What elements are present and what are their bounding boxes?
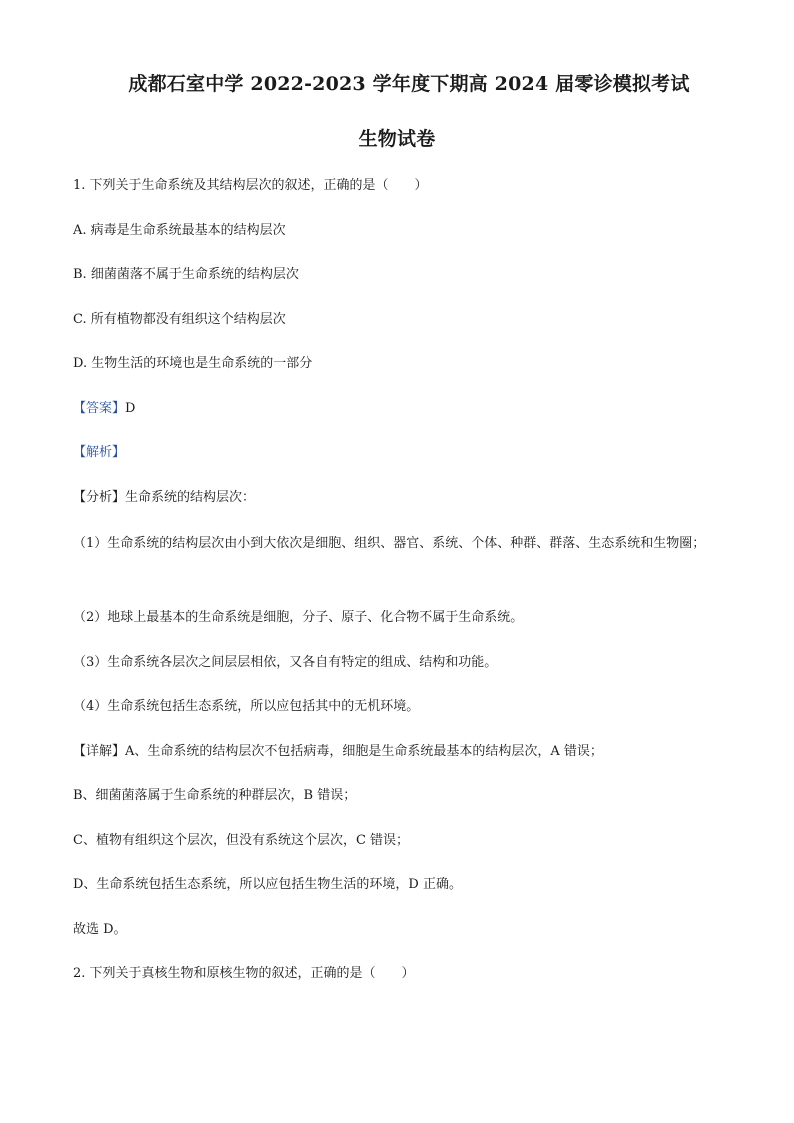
fenxi-tag: 【分析】 bbox=[73, 490, 126, 505]
analysis-tag: 【解析】 bbox=[73, 445, 126, 460]
detail-line-b: B、细菌菌落属于生命系统的种群层次，B 错误； bbox=[73, 788, 357, 803]
answer-value: D bbox=[125, 401, 136, 416]
analysis-point-2: （2）地球上最基本的生命系统是细胞，分子、原子、化合物不属于生命系统。 bbox=[73, 610, 524, 625]
question-2-stem: 2. 下列关于真核生物和原核生物的叙述，正确的是（ ） bbox=[73, 966, 415, 981]
detail-text-a: A、生命系统的结构层次不包括病毒，细胞是生命系统最基本的结构层次，A 错误； bbox=[125, 744, 603, 759]
page-subtitle: 生物试卷 bbox=[358, 128, 436, 150]
analysis-point-3: （3）生命系统各层次之间层层相依，又各自有特定的组成、结构和功能。 bbox=[73, 655, 498, 670]
analysis-heading bbox=[73, 444, 125, 462]
fenxi-text: 生命系统的结构层次： bbox=[125, 490, 256, 505]
question-1-option-a: A. 病毒是生命系统最基本的结构层次 bbox=[73, 223, 286, 238]
question-1-option-c: C. 所有植物都没有组织这个结构层次 bbox=[73, 312, 286, 327]
final-choice: 故选 D。 bbox=[73, 922, 127, 937]
analysis-point-4: （4）生命系统包括生态系统，所以应包括其中的无机环境。 bbox=[73, 699, 420, 714]
question-1-option-d: D. 生物生活的环境也是生命系统的一部分 bbox=[73, 356, 313, 371]
detail-tag: 【详解】 bbox=[73, 744, 126, 759]
answer-tag: 【答案】 bbox=[73, 401, 126, 416]
fenxi-line bbox=[73, 489, 255, 507]
detail-line-a bbox=[73, 743, 603, 761]
question-1-stem: 1. 下列关于生命系统及其结构层次的叙述，正确的是（ ） bbox=[73, 178, 428, 193]
question-1-option-b: B. 细菌菌落不属于生命系统的结构层次 bbox=[73, 267, 299, 282]
page-title: 成都石室中学 2022-2023 学年度下期高 2024 届零诊模拟考试 bbox=[128, 73, 690, 95]
detail-line-c: C、植物有组织这个层次，但没有系统这个层次，C 错误； bbox=[73, 833, 410, 848]
answer-line bbox=[73, 400, 135, 418]
analysis-point-1: （1）生命系统的结构层次由小到大依次是细胞、组织、器官、系统、个体、种群、群落、生态系统和生物圈； bbox=[73, 536, 706, 551]
detail-line-d: D、生命系统包括生态系统，所以应包括生物生活的环境，D 正确。 bbox=[73, 877, 462, 892]
